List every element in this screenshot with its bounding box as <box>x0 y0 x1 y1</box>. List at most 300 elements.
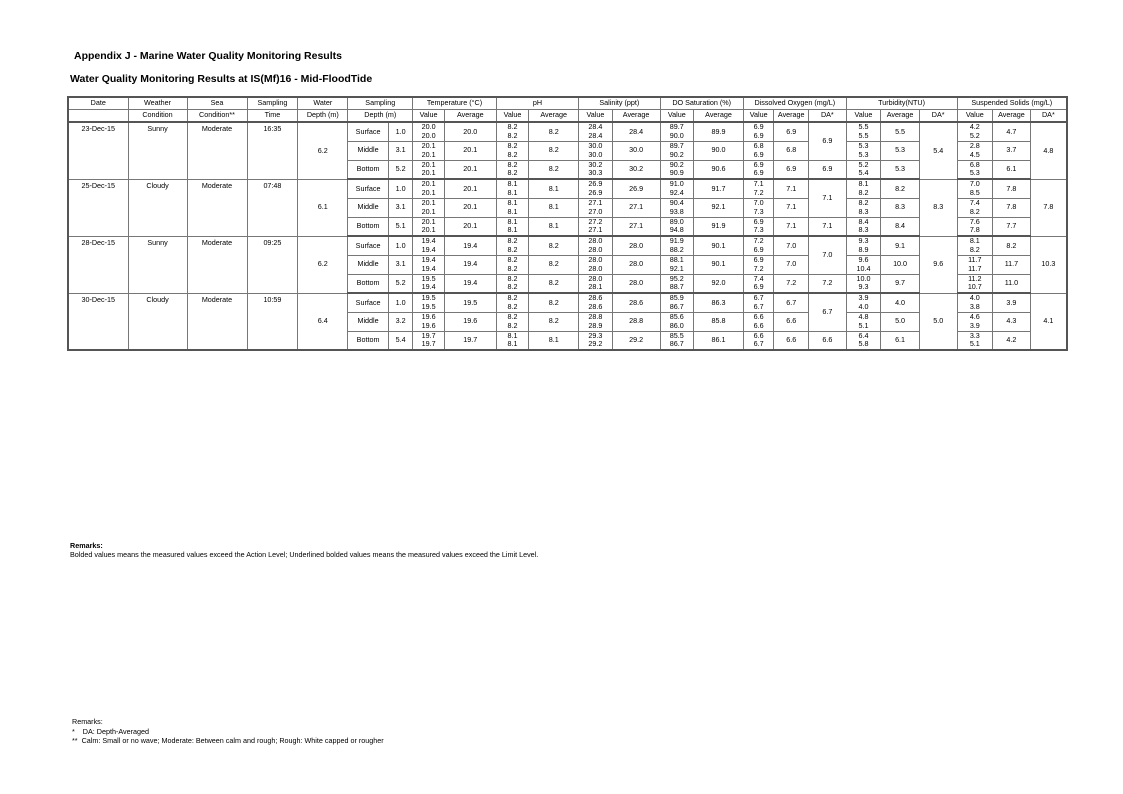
salinity-values-reading-2: 28.9 <box>588 320 603 330</box>
salinity-values-reading-1: 30.0 <box>588 141 603 151</box>
suspended-solids-values-reading-2: 5.1 <box>969 339 980 349</box>
salinity-values-reading-2: 28.0 <box>588 263 603 273</box>
header-sal-average: Average <box>612 110 660 123</box>
dissolved-oxygen-da: 6.7 <box>809 293 847 331</box>
turbidity-values-reading-1: 3.9 <box>858 293 869 303</box>
temperature-values-reading-1: 20.1 <box>421 141 436 151</box>
suspended-solids-values <box>957 255 993 274</box>
header-water-depth: Water <box>298 97 348 110</box>
ph-values-reading-1: 8.1 <box>507 198 518 208</box>
salinity-values-reading-1: 28.4 <box>588 122 603 132</box>
suspended-solids-values <box>957 331 993 350</box>
turbidity-values <box>846 122 881 141</box>
temperature-average: 20.1 <box>444 179 496 198</box>
turbidity-values-reading-1: 4.8 <box>858 312 869 322</box>
table-title: Water Quality Monitoring Results at IS(Mf)16 - Mid-FloodTide <box>70 73 373 85</box>
dissolved-oxygen-values <box>743 217 774 236</box>
temperature-values <box>413 122 445 141</box>
dissolved-oxygen-values-reading-2: 7.2 <box>753 263 764 273</box>
weather-cell: Cloudy <box>128 293 187 350</box>
dissolved-oxygen-values <box>743 331 774 350</box>
suspended-solids-values <box>957 274 993 293</box>
turbidity-average: 9.1 <box>881 236 920 255</box>
temperature-values-reading-1: 20.1 <box>421 160 436 169</box>
dissolved-oxygen-values <box>743 179 774 198</box>
salinity-values <box>579 236 613 255</box>
header-do-saturation: DO Saturation (%) <box>660 97 743 110</box>
turbidity-da: 5.4 <box>919 122 957 179</box>
temperature-values-reading-1: 20.1 <box>421 198 436 208</box>
sampling-depth-cell: 3.2 <box>388 312 412 331</box>
salinity-values-reading-2: 28.0 <box>588 244 603 254</box>
suspended-solids-average: 3.9 <box>993 293 1031 312</box>
suspended-solids-values-reading-2: 7.8 <box>969 225 980 235</box>
suspended-solids-values-reading-1: 4.2 <box>969 122 980 132</box>
temperature-values-reading-1: 19.5 <box>421 274 436 283</box>
temperature-values-reading-2: 20.1 <box>421 206 436 216</box>
header-do-average: Average <box>774 110 809 123</box>
turbidity-values-reading-2: 8.3 <box>858 206 869 216</box>
ph-average: 8.1 <box>529 217 579 236</box>
suspended-solids-da: 10.3 <box>1030 236 1067 293</box>
suspended-solids-average: 4.2 <box>993 331 1031 350</box>
ph-average: 8.1 <box>529 331 579 350</box>
dissolved-oxygen-average: 6.8 <box>774 141 809 160</box>
suspended-solids-values <box>957 141 993 160</box>
ph-values-reading-2: 8.1 <box>507 339 518 349</box>
do-saturation-values-reading-2: 92.1 <box>669 263 684 273</box>
turbidity-values <box>846 236 881 255</box>
do-saturation-values <box>660 331 694 350</box>
turbidity-values-reading-1: 5.5 <box>858 122 869 132</box>
header-row-2 <box>68 110 1067 123</box>
salinity-values-reading-1: 28.8 <box>588 312 603 322</box>
do-saturation-values-reading-2: 86.0 <box>669 320 684 330</box>
dissolved-oxygen-average: 7.1 <box>774 179 809 198</box>
salinity-values-reading-1: 28.0 <box>588 255 603 265</box>
ph-values <box>496 255 529 274</box>
turbidity-values <box>846 293 881 312</box>
ph-values-reading-1: 8.2 <box>507 236 518 246</box>
sea-condition-cell: Moderate <box>187 293 247 350</box>
weather-cell: Sunny <box>128 122 187 179</box>
header-time: Time <box>247 110 298 123</box>
do-saturation-values <box>660 198 694 217</box>
turbidity-values-reading-1: 5.2 <box>858 160 869 169</box>
header-temp-average: Average <box>444 110 496 123</box>
ph-average: 8.2 <box>529 141 579 160</box>
header-date: Date <box>68 97 128 110</box>
turbidity-values <box>846 312 881 331</box>
suspended-solids-values <box>957 312 993 331</box>
date-cell: 30-Dec-15 <box>68 293 128 350</box>
dissolved-oxygen-values <box>743 293 774 312</box>
date-cell: 25-Dec-15 <box>68 179 128 236</box>
header-dos-value: Value <box>660 110 694 123</box>
suspended-solids-average: 7.7 <box>993 217 1031 236</box>
suspended-solids-values-reading-2: 4.5 <box>969 149 980 159</box>
ph-values-reading-1: 8.2 <box>507 274 518 283</box>
sampling-level-cell: Bottom <box>348 274 389 293</box>
turbidity-values-reading-2: 9.3 <box>858 282 869 292</box>
turbidity-values <box>846 198 881 217</box>
salinity-average: 28.0 <box>612 274 660 293</box>
temperature-values-reading-2: 20.1 <box>421 168 436 178</box>
dissolved-oxygen-values-reading-1: 7.0 <box>753 198 764 208</box>
sampling-level-cell: Bottom <box>348 160 389 179</box>
salinity-values-reading-1: 28.6 <box>588 293 603 303</box>
temperature-values-reading-1: 19.7 <box>421 331 436 340</box>
header-weather: Weather <box>128 97 187 110</box>
temperature-values <box>413 141 445 160</box>
suspended-solids-average: 11.7 <box>993 255 1031 274</box>
sampling-level-cell: Middle <box>348 141 389 160</box>
ph-values <box>496 236 529 255</box>
ph-values-reading-2: 8.1 <box>507 206 518 216</box>
dissolved-oxygen-values-reading-2: 7.3 <box>753 225 764 235</box>
salinity-values-reading-1: 27.2 <box>588 217 603 226</box>
turbidity-da: 5.0 <box>919 293 957 350</box>
salinity-values <box>579 274 613 293</box>
header-depth-m: Depth (m) <box>298 110 348 123</box>
ph-values <box>496 331 529 350</box>
dissolved-oxygen-da: 7.1 <box>809 179 847 217</box>
temperature-average: 19.4 <box>444 236 496 255</box>
dissolved-oxygen-values-reading-2: 6.7 <box>753 301 764 311</box>
do-saturation-values-reading-2: 90.9 <box>669 168 684 178</box>
ph-values <box>496 312 529 331</box>
header-sampling-time: Sampling <box>247 97 298 110</box>
suspended-solids-average: 3.7 <box>993 141 1031 160</box>
dissolved-oxygen-values <box>743 141 774 160</box>
turbidity-average: 8.4 <box>881 217 920 236</box>
turbidity-values-reading-2: 10.4 <box>856 263 871 273</box>
do-saturation-values-reading-1: 95.2 <box>669 274 684 283</box>
dissolved-oxygen-values-reading-1: 6.9 <box>753 160 764 169</box>
temperature-values-reading-2: 19.4 <box>421 282 436 292</box>
ph-values-reading-1: 8.2 <box>507 141 518 151</box>
dissolved-oxygen-values-reading-1: 6.8 <box>753 141 764 151</box>
header-temperature: Temperature (°C) <box>413 97 496 110</box>
ph-values <box>496 274 529 293</box>
header-ph: pH <box>496 97 578 110</box>
do-saturation-values <box>660 274 694 293</box>
ph-values-reading-2: 8.2 <box>507 244 518 254</box>
temperature-values-reading-1: 19.4 <box>421 255 436 265</box>
turbidity-values <box>846 179 881 198</box>
turbidity-values-reading-2: 8.2 <box>858 187 869 197</box>
ph-values-reading-1: 8.2 <box>507 122 518 132</box>
table-row <box>68 236 1067 255</box>
do-saturation-values <box>660 179 694 198</box>
header-dos-average: Average <box>694 110 744 123</box>
do-saturation-values-reading-1: 90.2 <box>669 160 684 169</box>
suspended-solids-values-reading-1: 7.4 <box>969 198 980 208</box>
suspended-solids-values <box>957 122 993 141</box>
suspended-solids-average: 8.2 <box>993 236 1031 255</box>
salinity-average: 30.2 <box>612 160 660 179</box>
turbidity-average: 5.3 <box>881 141 920 160</box>
ph-values-reading-2: 8.2 <box>507 301 518 311</box>
salinity-values-reading-2: 29.2 <box>588 339 603 349</box>
table-row <box>68 293 1067 312</box>
salinity-average: 28.0 <box>612 236 660 255</box>
dissolved-oxygen-values <box>743 160 774 179</box>
ph-values <box>496 160 529 179</box>
salinity-values <box>579 293 613 312</box>
salinity-average: 28.0 <box>612 255 660 274</box>
suspended-solids-values-reading-2: 3.8 <box>969 301 980 311</box>
dissolved-oxygen-values-reading-1: 6.9 <box>753 255 764 265</box>
do-saturation-values-reading-1: 89.7 <box>669 122 684 132</box>
turbidity-average: 4.0 <box>881 293 920 312</box>
do-saturation-average: 89.9 <box>694 122 744 141</box>
salinity-values <box>579 122 613 141</box>
temperature-values <box>413 179 445 198</box>
do-saturation-values-reading-2: 90.2 <box>669 149 684 159</box>
do-saturation-values-reading-1: 85.9 <box>669 293 684 303</box>
dissolved-oxygen-values-reading-2: 6.7 <box>753 339 764 349</box>
ph-values-reading-1: 8.2 <box>507 293 518 303</box>
header-sampling-depth: Sampling <box>348 97 413 110</box>
dissolved-oxygen-values-reading-1: 6.9 <box>753 122 764 132</box>
dissolved-oxygen-values-reading-2: 6.9 <box>753 149 764 159</box>
temperature-values <box>413 293 445 312</box>
salinity-values <box>579 160 613 179</box>
temperature-values-reading-2: 19.7 <box>421 339 436 349</box>
do-saturation-values <box>660 312 694 331</box>
turbidity-average: 8.3 <box>881 198 920 217</box>
salinity-values <box>579 141 613 160</box>
header-blank <box>68 110 128 123</box>
turbidity-values-reading-2: 8.9 <box>858 244 869 254</box>
temperature-values-reading-1: 19.4 <box>421 236 436 246</box>
ph-values-reading-2: 8.2 <box>507 320 518 330</box>
header-ph-value: Value <box>496 110 529 123</box>
temperature-values <box>413 255 445 274</box>
ph-values-reading-1: 8.2 <box>507 255 518 265</box>
sampling-level-cell: Surface <box>348 236 389 255</box>
turbidity-values-reading-2: 5.5 <box>858 130 869 140</box>
do-saturation-values-reading-2: 92.4 <box>669 187 684 197</box>
suspended-solids-average: 7.8 <box>993 179 1031 198</box>
suspended-solids-values-reading-2: 8.5 <box>969 187 980 197</box>
ph-average: 8.1 <box>529 198 579 217</box>
turbidity-values <box>846 141 881 160</box>
remarks-legend-heading: Remarks: <box>72 717 103 726</box>
suspended-solids-values-reading-2: 11.7 <box>968 263 982 273</box>
do-saturation-values <box>660 236 694 255</box>
sampling-depth-cell: 5.4 <box>388 331 412 350</box>
turbidity-values <box>846 331 881 350</box>
suspended-solids-values <box>957 293 993 312</box>
turbidity-values <box>846 274 881 293</box>
suspended-solids-da: 4.8 <box>1030 122 1067 179</box>
temperature-values-reading-2: 20.1 <box>421 225 436 235</box>
header-sea: Sea <box>187 97 247 110</box>
do-saturation-values-reading-2: 93.8 <box>669 206 684 216</box>
turbidity-values-reading-1: 5.3 <box>858 141 869 151</box>
salinity-values-reading-2: 30.3 <box>588 168 603 178</box>
suspended-solids-values-reading-1: 2.8 <box>969 141 980 151</box>
suspended-solids-values <box>957 179 993 198</box>
sampling-level-cell: Middle <box>348 255 389 274</box>
salinity-values <box>579 312 613 331</box>
ph-average: 8.2 <box>529 122 579 141</box>
ph-values-reading-2: 8.1 <box>507 187 518 197</box>
dissolved-oxygen-values-reading-2: 7.2 <box>753 187 764 197</box>
header-ss-average: Average <box>993 110 1031 123</box>
turbidity-average: 5.0 <box>881 312 920 331</box>
turbidity-values-reading-2: 5.1 <box>858 320 869 330</box>
do-saturation-average: 90.0 <box>694 141 744 160</box>
salinity-values-reading-2: 30.0 <box>588 149 603 159</box>
ph-values <box>496 293 529 312</box>
dissolved-oxygen-values-reading-2: 7.3 <box>753 206 764 216</box>
header-do-value: Value <box>743 110 774 123</box>
dissolved-oxygen-average: 7.2 <box>774 274 809 293</box>
turbidity-da: 9.6 <box>919 236 957 293</box>
dissolved-oxygen-values <box>743 255 774 274</box>
sampling-level-cell: Surface <box>348 179 389 198</box>
dissolved-oxygen-da-bottom: 7.1 <box>809 217 847 236</box>
temperature-values-reading-1: 20.1 <box>421 179 436 189</box>
sampling-depth-cell: 1.0 <box>388 293 412 312</box>
salinity-values-reading-2: 26.9 <box>588 187 603 197</box>
temperature-average: 20.0 <box>444 122 496 141</box>
dissolved-oxygen-average: 6.6 <box>774 331 809 350</box>
temperature-values <box>413 198 445 217</box>
temperature-values-reading-2: 20.0 <box>421 130 436 140</box>
ph-values <box>496 198 529 217</box>
temperature-values-reading-1: 20.0 <box>421 122 436 132</box>
header-weather-condition: Condition <box>128 110 187 123</box>
sampling-time-cell: 09:25 <box>247 236 298 293</box>
temperature-average: 19.5 <box>444 293 496 312</box>
salinity-values <box>579 179 613 198</box>
sampling-level-cell: Bottom <box>348 331 389 350</box>
suspended-solids-values-reading-2: 10.7 <box>967 282 982 292</box>
header-temp-value: Value <box>413 110 445 123</box>
temperature-average: 19.7 <box>444 331 496 350</box>
do-saturation-values-reading-1: 91.9 <box>669 236 684 246</box>
date-cell: 23-Dec-15 <box>68 122 128 179</box>
remarks-text: Bolded values means the measured values exceed the Action Level; Underlined bolded values means the measured values exceed the Limit Level. <box>70 550 539 559</box>
water-depth-cell: 6.1 <box>298 179 348 236</box>
sea-condition-cell: Moderate <box>187 122 247 179</box>
turbidity-da: 8.3 <box>919 179 957 236</box>
header-dissolved-oxygen: Dissolved Oxygen (mg/L) <box>743 97 846 110</box>
sea-condition-cell: Moderate <box>187 179 247 236</box>
ph-average: 8.2 <box>529 160 579 179</box>
do-saturation-values-reading-2: 88.2 <box>669 244 684 254</box>
ph-average: 8.2 <box>529 293 579 312</box>
sampling-depth-cell: 5.1 <box>388 217 412 236</box>
salinity-average: 28.4 <box>612 122 660 141</box>
do-saturation-values-reading-1: 89.0 <box>669 217 684 226</box>
turbidity-average: 8.2 <box>881 179 920 198</box>
turbidity-values-reading-2: 5.8 <box>858 339 869 349</box>
weather-cell: Cloudy <box>128 179 187 236</box>
do-saturation-average: 92.1 <box>694 198 744 217</box>
dissolved-oxygen-values-reading-1: 6.6 <box>753 331 764 340</box>
do-saturation-values-reading-2: 86.7 <box>669 339 684 349</box>
header-sal-value: Value <box>579 110 613 123</box>
dissolved-oxygen-average: 7.1 <box>774 217 809 236</box>
sampling-time-cell: 16:35 <box>247 122 298 179</box>
remarks-legend-da: * DA: Depth-Averaged <box>72 726 149 736</box>
temperature-values-reading-2: 20.1 <box>421 149 436 159</box>
sampling-depth-cell: 1.0 <box>388 179 412 198</box>
suspended-solids-average: 11.0 <box>993 274 1031 293</box>
temperature-average: 20.1 <box>444 141 496 160</box>
turbidity-values-reading-2: 8.3 <box>858 225 869 235</box>
suspended-solids-values-reading-2: 3.9 <box>969 320 980 330</box>
dissolved-oxygen-values <box>743 312 774 331</box>
ph-values-reading-1: 8.1 <box>507 331 518 340</box>
do-saturation-values-reading-2: 90.0 <box>669 130 684 140</box>
sampling-level-cell: Surface <box>348 122 389 141</box>
header-ss-value: Value <box>957 110 993 123</box>
turbidity-average: 5.5 <box>881 122 920 141</box>
dissolved-oxygen-values-reading-2: 6.9 <box>753 168 764 178</box>
do-saturation-values-reading-1: 88.1 <box>669 255 684 265</box>
salinity-values-reading-1: 28.0 <box>588 236 603 246</box>
do-saturation-values <box>660 141 694 160</box>
salinity-values <box>579 255 613 274</box>
temperature-average: 19.6 <box>444 312 496 331</box>
temperature-values-reading-2: 19.5 <box>421 301 436 311</box>
suspended-solids-da: 4.1 <box>1030 293 1067 350</box>
header-turb-average: Average <box>881 110 920 123</box>
do-saturation-values <box>660 122 694 141</box>
dissolved-oxygen-values <box>743 236 774 255</box>
salinity-values-reading-2: 28.4 <box>588 130 603 140</box>
temperature-values <box>413 331 445 350</box>
table-row <box>68 179 1067 198</box>
dissolved-oxygen-da: 6.9 <box>809 122 847 160</box>
header-row-1 <box>68 97 1067 110</box>
sampling-depth-cell: 5.2 <box>388 274 412 293</box>
do-saturation-average: 90.1 <box>694 255 744 274</box>
salinity-values-reading-1: 26.9 <box>588 179 603 189</box>
sampling-depth-cell: 3.1 <box>388 141 412 160</box>
turbidity-average: 10.0 <box>881 255 920 274</box>
salinity-average: 27.1 <box>612 217 660 236</box>
suspended-solids-values <box>957 236 993 255</box>
suspended-solids-values-reading-1: 3.3 <box>969 331 980 340</box>
salinity-average: 29.2 <box>612 331 660 350</box>
water-quality-table <box>67 96 1068 351</box>
salinity-average: 26.9 <box>612 179 660 198</box>
sampling-depth-cell: 5.2 <box>388 160 412 179</box>
sea-condition-cell: Moderate <box>187 236 247 293</box>
dissolved-oxygen-average: 6.9 <box>774 160 809 179</box>
dissolved-oxygen-average: 6.7 <box>774 293 809 312</box>
weather-cell: Sunny <box>128 236 187 293</box>
do-saturation-average: 91.9 <box>694 217 744 236</box>
dissolved-oxygen-da-bottom: 6.9 <box>809 160 847 179</box>
dissolved-oxygen-average: 6.6 <box>774 312 809 331</box>
salinity-values <box>579 198 613 217</box>
header-ss-da: DA* <box>1030 110 1067 123</box>
suspended-solids-values-reading-1: 11.7 <box>968 255 982 265</box>
do-saturation-average: 90.1 <box>694 236 744 255</box>
suspended-solids-values-reading-2: 5.3 <box>969 168 980 178</box>
turbidity-values-reading-1: 6.4 <box>858 331 869 340</box>
salinity-values-reading-2: 27.0 <box>588 206 603 216</box>
do-saturation-values <box>660 217 694 236</box>
